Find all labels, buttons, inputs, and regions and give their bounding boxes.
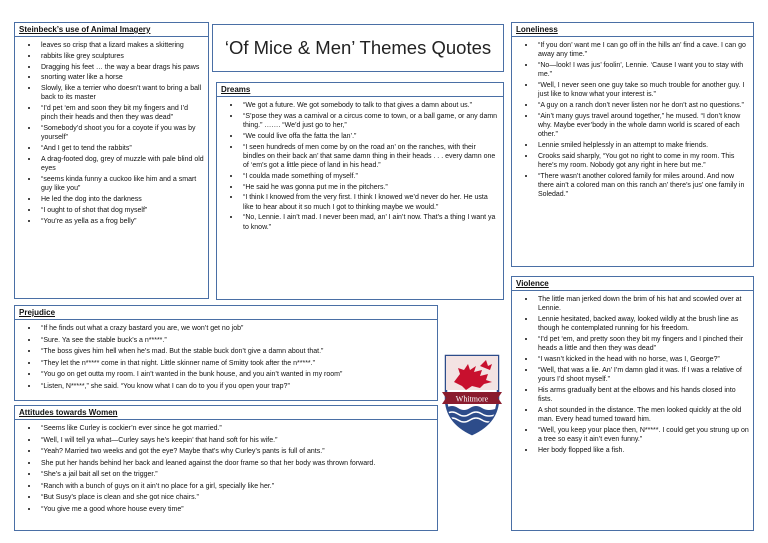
list-item: • Slowly, like a terrier who doesn’t want to bring a ball back to its master — [39, 83, 204, 102]
list-item: • Lennie smiled helplessly in an attempt to make friends. — [536, 140, 749, 150]
dreams-section — [216, 82, 504, 300]
list-item: • “They let the n***** come in that night. Little skinner name of Smitty took after the n*****.” — [39, 358, 433, 368]
animal-imagery-section — [14, 22, 209, 299]
prejudice-list — [15, 320, 437, 391]
list-item: • “Ranch with a bunch of guys on it ain’t no place for a girl, specially like her.” — [39, 481, 433, 491]
list-item: • The little man jerked down the brim of his hat and scowled over at Lennie. — [536, 294, 749, 313]
prejudice-section — [14, 305, 438, 401]
page-title — [212, 24, 504, 72]
list-item: • “We could live offa the fatta the lan’.” — [241, 131, 499, 141]
list-item: • leaves so crisp that a lizard makes a skittering — [39, 40, 204, 50]
list-item: • “I think I knowed from the very first. I think I knowed we’d never do her. He usta like to hear about it so much I got to thinking maybe we would.” — [241, 192, 499, 211]
list-item: • “Listen, N*****,” she said. “You know what I can do to you if you open your trap?” — [39, 381, 433, 391]
list-item: • “I’d pet ‘em and soon they bit my fingers and I’d pinch their heads and then they was dead” — [39, 103, 204, 122]
dragon-crest-icon — [440, 352, 504, 438]
women-section — [14, 405, 438, 531]
list-item: • “Somebody’d shoot you for a coyote if you was by yourself” — [39, 123, 204, 142]
list-item: • “I coulda made something of myself.” — [241, 171, 499, 181]
list-item: • He led the dog into the darkness — [39, 194, 204, 204]
list-item: • “You go on get outta my room. I ain’t wanted in the bunk house, and you ain’t wanted in my room” — [39, 369, 433, 379]
crest-motto: Whitmore — [455, 394, 489, 404]
women-list — [15, 420, 437, 514]
list-item: • “Yeah? Married two weeks and got the eye? Maybe that’s why Curley’s pants is full of ants.” — [39, 446, 433, 456]
violence-list — [512, 291, 753, 455]
list-item: • “We got a future. We got somebody to talk to that gives a damn about us.” — [241, 100, 499, 110]
violence-heading: Violence — [512, 277, 753, 291]
list-item: • “I seen hundreds of men come by on the road an’ on the ranches, with their bindles on their back an’ that same damn thing in their heads . . . every damn one of ‘em’s got a little piece of land in his head.” — [241, 142, 499, 171]
violence-section — [511, 276, 754, 531]
list-item: • rabbits like grey sculptures — [39, 51, 204, 61]
list-item: • “The boss gives him hell when he’s mad. But the stable buck don’t give a damn about that.” — [39, 346, 433, 356]
prejudice-heading: Prejudice — [15, 306, 437, 320]
list-item: • snorting water like a horse — [39, 72, 204, 82]
loneliness-heading: Loneliness — [512, 23, 753, 37]
loneliness-list — [512, 37, 753, 199]
list-item: • “If you don’ want me I can go off in the hills an’ find a cave. I can go away any time.” — [536, 40, 749, 59]
list-item: • “But Susy’s place is clean and she got nice chairs.” — [39, 492, 433, 502]
list-item: • “You’re as yella as a frog belly” — [39, 216, 204, 226]
list-item: • “He said he was gonna put me in the pitchers.” — [241, 182, 499, 192]
list-item: • “Well, you keep your place then, N*****. I could get you strung up on a tree so easy it ain’t even funny.” — [536, 425, 749, 444]
loneliness-section — [511, 22, 754, 267]
list-item: • “I’d pet ‘em, and pretty soon they bit my fingers and I pinched their heads a little and then they was dead” — [536, 334, 749, 353]
list-item: • “No, Lennie. I ain’t mad. I never been mad, an’ I ain’t now. That’s a thing I want ya to know.” — [241, 212, 499, 231]
list-item: • A drag-footed dog, grey of muzzle with pale blind old eyes — [39, 154, 204, 173]
title-text: ‘Of Mice & Men’ Themes Quotes — [224, 37, 492, 58]
list-item: • “If he finds out what a crazy bastard you are, we won’t get no job” — [39, 323, 433, 333]
list-item: • “She’s a jail bait all set on the trigger.” — [39, 469, 433, 479]
list-item: • “Well, I will tell ya what—Curley says he’s keepin’ that hand soft for his wife.” — [39, 435, 433, 445]
women-heading: Attitudes towards Women — [15, 406, 437, 420]
dreams-list — [217, 97, 503, 232]
list-item: • “A guy on a ranch don’t never listen nor he don’t ast no questions.” — [536, 100, 749, 110]
list-item: • “Sure. Ya see the stable buck’s a n*****.” — [39, 335, 433, 345]
animal-imagery-list — [15, 37, 208, 226]
list-item: • Her body flopped like a fish. — [536, 445, 749, 455]
list-item: • Dragging his feet … the way a bear drags his paws — [39, 62, 204, 72]
list-item: • His arms gradually bent at the elbows and his hands closed into fists. — [536, 385, 749, 404]
list-item: • A shot sounded in the distance. The men looked quickly at the old man. Every head turned toward him. — [536, 405, 749, 424]
list-item: • “seems kinda funny a cuckoo like him and a smart guy like you” — [39, 174, 204, 193]
list-item: • She put her hands behind her back and leaned against the door frame so that her body was thrown forward. — [39, 458, 433, 468]
list-item: • “There wasn’t another colored family for miles around. And now there ain’t a colored man on this ranch an’ there’s jus’ one family in Soledad.” — [536, 171, 749, 200]
list-item: • “Well, that was a lie. An’ I’m damn glad it was. If I was a relative of yours I’d shoot myself.” — [536, 365, 749, 384]
list-item: • “No—look! I was jus’ foolin’, Lennie. ‘Cause I want you to stay with me.” — [536, 60, 749, 79]
list-item: • “I ought to of shot that dog myself” — [39, 205, 204, 215]
dreams-heading: Dreams — [217, 83, 503, 97]
list-item: • Crooks said sharply, “You got no right to come in my room. This here’s my room. Nobody got any right in here but me.” — [536, 151, 749, 170]
list-item: • “I wasn’t kicked in the head with no horse, was I, George?” — [536, 354, 749, 364]
list-item: • “Well, I never seen one guy take so much trouble for another guy. I just like to know what your interest is.” — [536, 80, 749, 99]
list-item: • “And I get to tend the rabbits” — [39, 143, 204, 153]
list-item: • “S’pose they was a carnival or a circus come to town, or a ball game, or any damn thing.” ……. “We’d just go to her,” — [241, 111, 499, 130]
list-item: • Lennie hesitated, backed away, looked wildly at the brush line as though he contemplated running for his freedom. — [536, 314, 749, 333]
list-item: • “Ain’t many guys travel around together,” he mused. “I don’t know why. Maybe ever’body in the whole damn world is scared of each other.” — [536, 111, 749, 140]
list-item: • “Seems like Curley is cockier’n ever since he got married.” — [39, 423, 433, 433]
animal-imagery-heading: Steinbeck’s use of Animal Imagery — [15, 23, 208, 37]
list-item: • “You give me a good whore house every time” — [39, 504, 433, 514]
